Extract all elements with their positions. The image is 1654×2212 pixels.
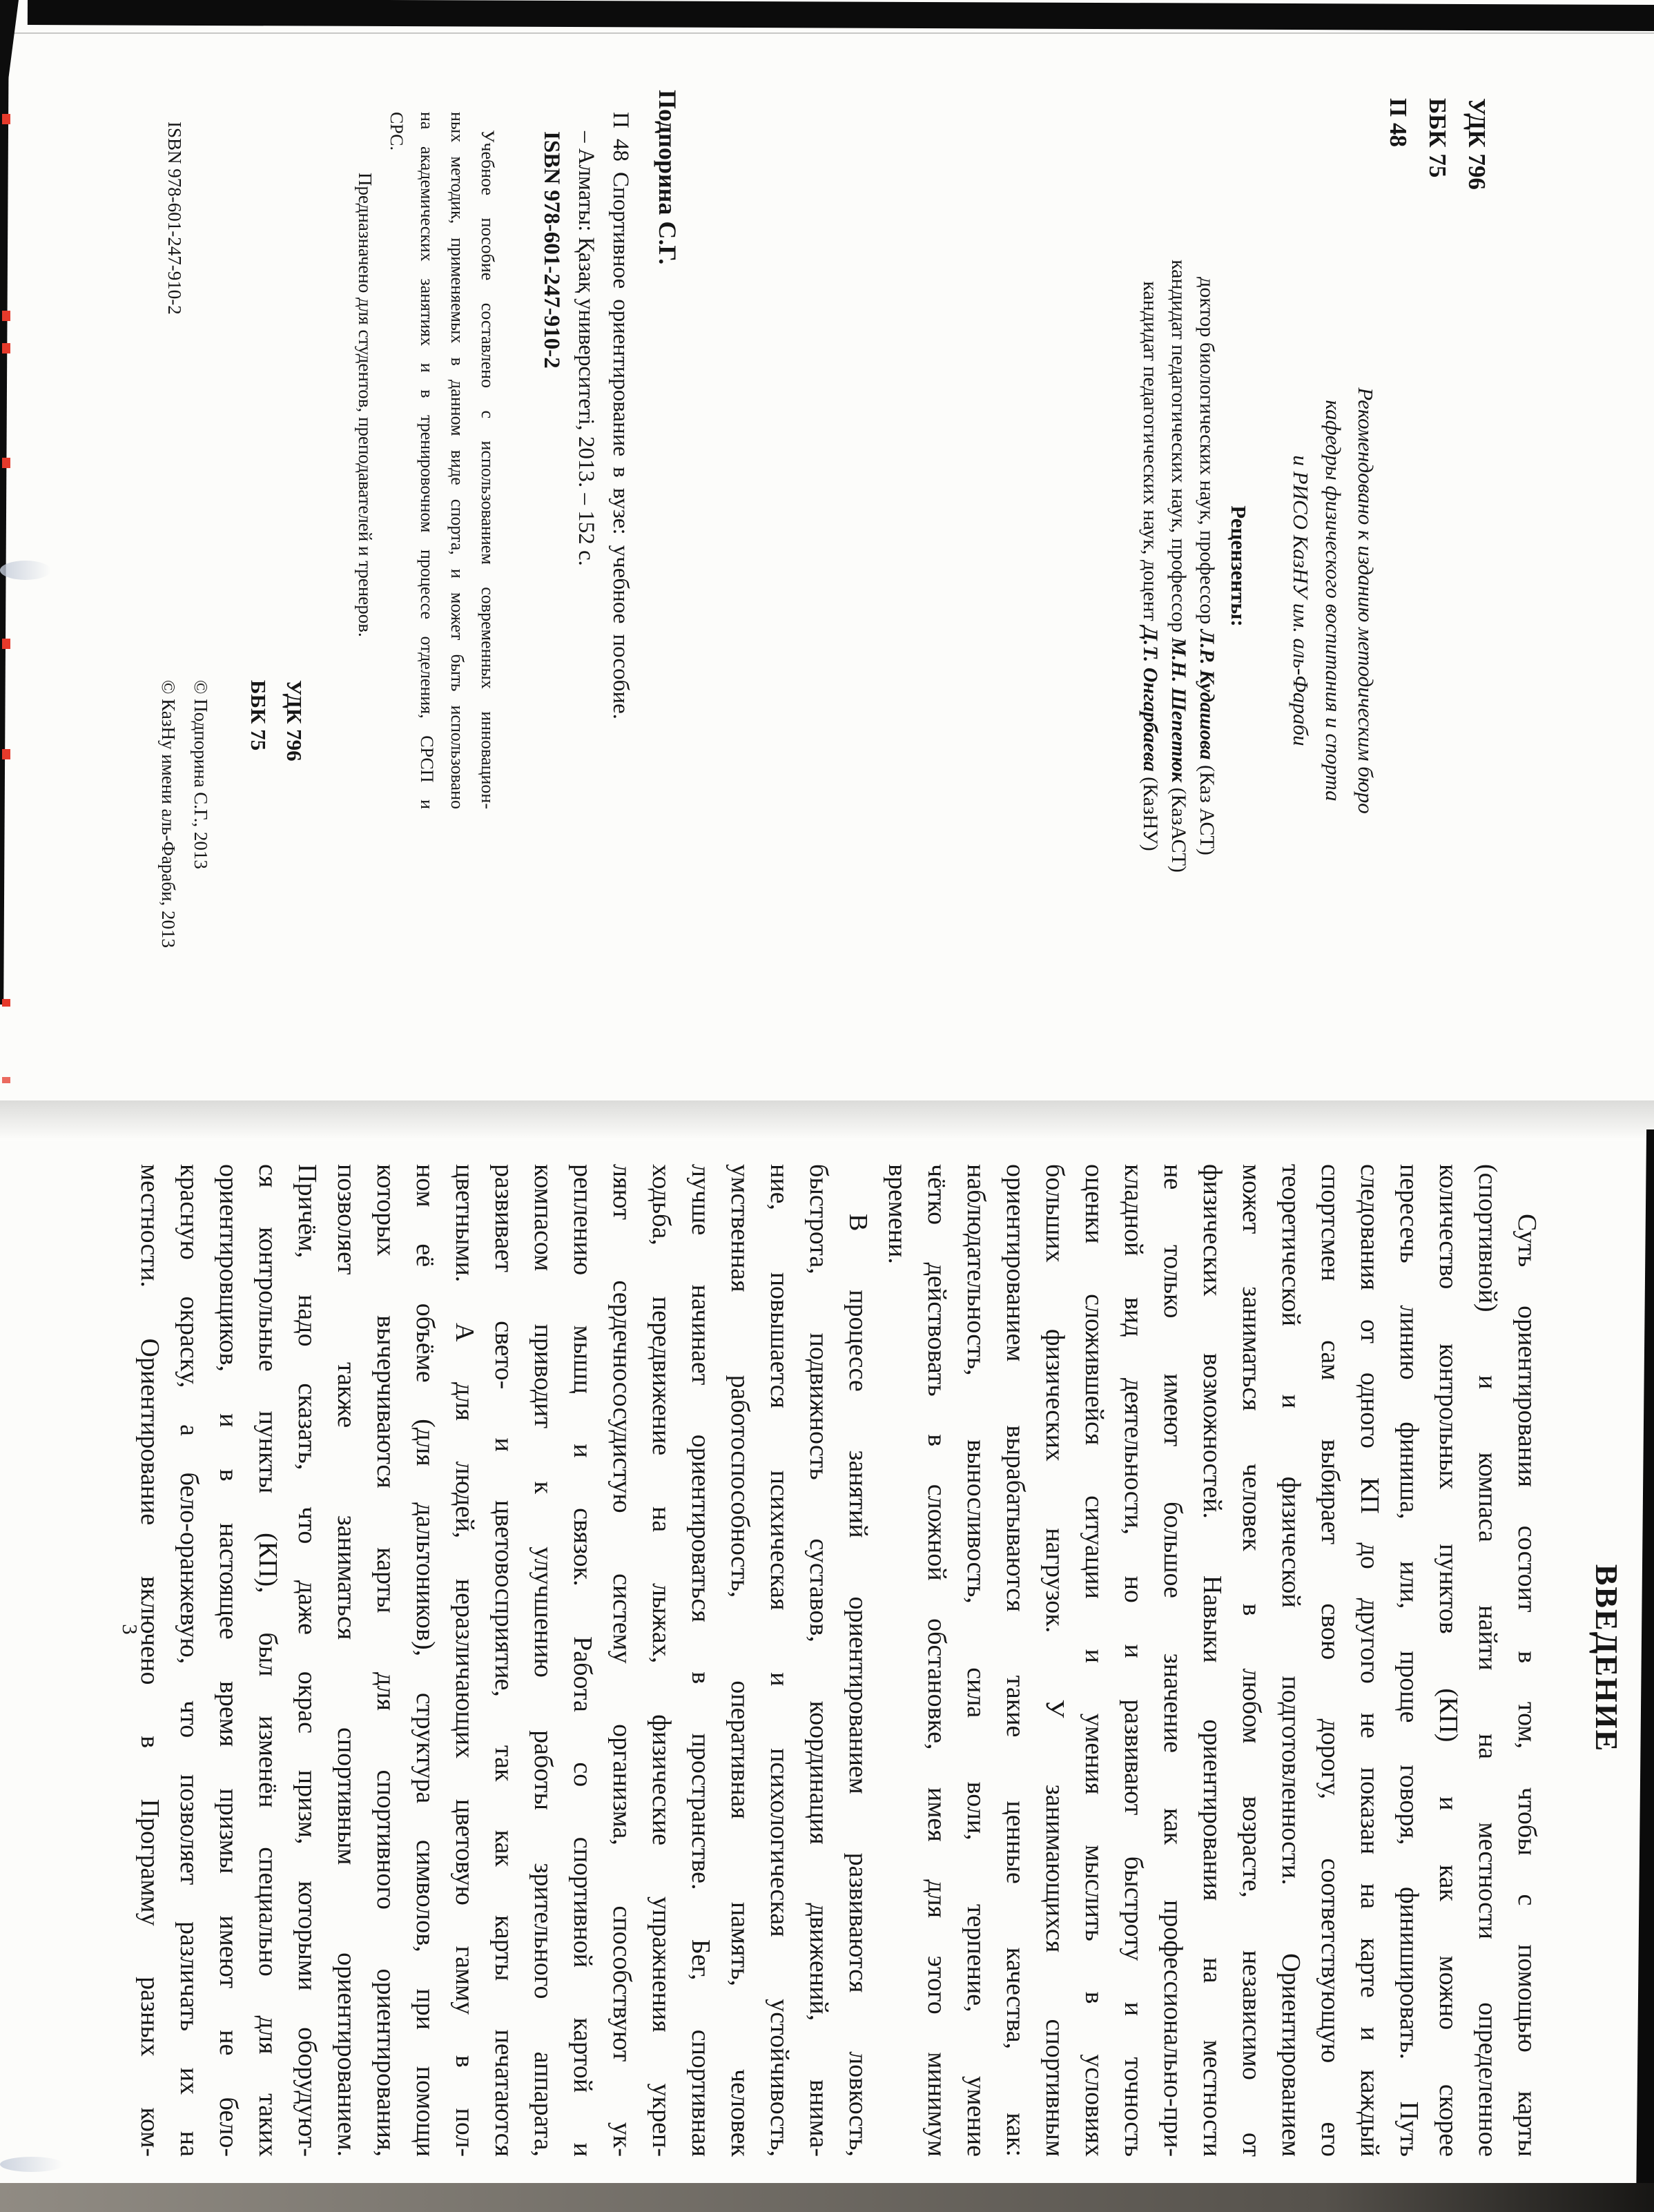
recommendation-line: кафедры физического воспитания и спорта [1321,400,1345,802]
reviewer-degree: кандидат педагогических наук, доцент [1139,281,1162,627]
reviewer-organization: (Каз АСТ) [1196,759,1218,855]
text-line: не только имеют большое значение как профессионально-при- [1158,1164,1187,2157]
text-line: лучше начинает ориентироваться в пространстве. Бег, спортивная [686,1164,715,2157]
reviewer-line [1193,62,1221,1070]
text-line: Суть ориентирования состоит в том, чтобы с помощью карты [1512,1214,1541,2157]
catalog-entry [534,112,638,719]
udc-codes-bottom [240,680,312,761]
reviewer-degree: доктор биологических наук, профессор [1196,277,1218,630]
text-line: В процессе занятий ориентированием развиваются ловкость, [844,1214,873,2157]
scan-artifact-red-mark [2,1077,10,1083]
annotation-line: на академических занятиях и в тренировочном процессе отделения, СРСП и [417,112,437,809]
reviewer-name: Д.Т. Онгарбаева [1139,626,1162,772]
text-line: местности. Ориентирование включено в Программу разных ком- [135,1164,164,2157]
text-line: ляют сердечнососудистую систему организма, способствуют ук- [607,1164,636,2157]
udc-code-line: ББК 75 [246,680,271,751]
text-line: умственная работоспособность, оперативная память, человек [726,1164,755,2157]
catalog-isbn: ISBN 978-601-247-910-2 [539,131,564,369]
text-line: физических возможностей. Навыки ориентирования на местности [1198,1164,1227,2157]
reviewer-name: Л.Р. Кудашова [1196,629,1218,760]
scan-artifact-smear [0,2157,64,2172]
text-line: оценки сложившейся ситуации и умения мыслить в условиях [1080,1164,1109,2157]
text-line: красную окраску, а бело-оранжевую, что позволяет различать их на [175,1164,204,2157]
scan-artifact-red-mark [2,749,10,759]
author-name: Подпорина С.Г. [654,90,681,265]
annotation-line: СРС. [387,112,407,151]
text-line: больших физических нагрузок. У занимающихся спортивным [1040,1164,1069,2157]
text-line: количество контрольных пунктов (КП) и как можно скорее [1434,1164,1463,2157]
text-line: времени. [883,1164,912,1264]
reviewer-degree: кандидат педагогических наук, профессор [1167,260,1190,638]
text-line: может заниматься человек в любом возрасте, независимо от [1237,1164,1266,2157]
reviewer-line [1136,62,1165,1070]
text-line: кладной вид деятельности, но и развивают быстроту и точность [1119,1164,1148,2157]
target-audience-note: Предназначено для студентов, преподавателей и тренеров. [355,173,376,637]
udc-codes-top [1379,98,1497,190]
page-gap-shadow [0,1100,1654,1141]
text-line: ся контрольные пункты (КП), был изменён специально для таких [253,1164,282,2157]
udc-code-line: УДК 796 [282,680,307,761]
introduction-text [130,1164,1546,2157]
text-line: цветными. А для людей, неразличающих цветовую гамму в пол- [450,1164,479,2157]
copyright-line: © КазНу имени аль-Фараби, 2013 [158,680,179,948]
scan-artifact-bottom-band [0,2183,1654,2212]
reviewer-organization: (КазАСТ) [1167,782,1190,873]
text-line: пересечь линию финиша, или, проще говоря, финишировать. Путь [1394,1164,1423,2157]
text-line: чётко действовать в сложной обстановке, имея для этого минимум [922,1164,951,2157]
catalog-publisher-line: – Алматы: Қазақ университеті, 2013. – 152 с. [574,131,599,566]
text-line: ном её объёме (для дальтоников), структура символов, при помощи [411,1164,440,2157]
text-line: спортсмен сам выбирает свою дорогу, соответствующую его [1316,1164,1345,2157]
reviewers-list [1136,62,1221,1070]
udc-code-line: П 48 [1385,98,1412,147]
reviewer-name: М.Н. Шепетюк [1167,637,1190,783]
text-line: реплению мышц и связок. Работа со спортивной картой и [568,1164,597,2157]
text-line: ние, повышается психическая и психологическая устойчивость, [765,1164,794,2157]
imprint-page [0,0,1654,1105]
scan-artifact-top-line [0,32,1654,34]
chapter-title: ВВЕДЕНИЕ [1589,1564,1624,1753]
text-line: наблюдательность, выносливость, сила воли, терпение, умение [962,1164,991,2157]
text-line: теоретической и физической подготовленности. Ориентированием [1276,1164,1305,2157]
reviewers-heading: Рецензенты: [1227,505,1251,627]
text-line: следования от одного КП до другого не показан на карте и каждый [1355,1164,1384,2157]
udc-code-line: ББК 75 [1424,98,1451,178]
text-line: (спортивной) и компаса найти на местности определенное [1473,1164,1502,2157]
isbn-bottom: ISBN 978-601-247-910-2 [164,122,185,315]
text-line: Причём, надо сказать, что даже окрас призм, которыми оборудуют- [293,1164,322,2157]
reviewer-organization: (КазНУ) [1139,771,1162,851]
recommendation-note [1285,249,1382,953]
text-line: которых вычерчиваются карты для спортивного ориентирования, [371,1164,400,2157]
annotation-line: Учебное пособие составлено с использованием современных инновацион- [478,130,498,809]
scan-artifact-red-mark [2,999,10,1007]
recommendation-line: и РИСО КазНУ им. аль-Фараби [1289,455,1313,746]
catalog-title-line: П 48 Спортивное ориентирование в вузе: учебное пособие. [608,112,633,719]
text-line: ходьба, передвижение на лыжах, физические упражнения укреп- [647,1164,676,2157]
scan-artifact-red-mark [2,458,10,468]
scan-artifact-red-mark [2,639,10,649]
copyright-line: © Подпорина С.Г., 2013 [191,680,211,869]
copyright-block [152,680,217,948]
page-number: 3 [118,1624,142,1635]
udc-code-line: УДК 796 [1463,98,1490,190]
annotation-paragraph [381,112,503,809]
reviewer-line [1165,62,1193,1070]
scan-artifact-red-mark [2,343,10,353]
text-line: позволяет также заниматься спортивным ориентированием. [332,1164,361,2157]
scan-artifact-smear [0,561,51,580]
recommendation-line: Рекомендовано к изданию методическим бюро [1354,387,1378,814]
text-line: быстрота, подвижность суставов, координация движений, внима- [804,1164,833,2157]
annotation-line: ных методик, применяемых в данном виде спорта, и может быть использовано [447,112,467,809]
text-line: ориентировщиков, и в настоящее время призмы имеют не бело- [214,1164,243,2157]
text-line: компасом приводит к улучшению работы зрительного аппарата, [529,1164,558,2157]
text-line: ориентированием вырабатываются такие ценные качества, как: [1001,1164,1030,2157]
scan-artifact-red-mark [2,114,10,124]
introduction-page [0,1105,1654,2212]
scan-artifact-red-mark [2,311,10,321]
text-line: развивает свето- и цветовосприятие, так как карты печатаются [489,1164,518,2157]
